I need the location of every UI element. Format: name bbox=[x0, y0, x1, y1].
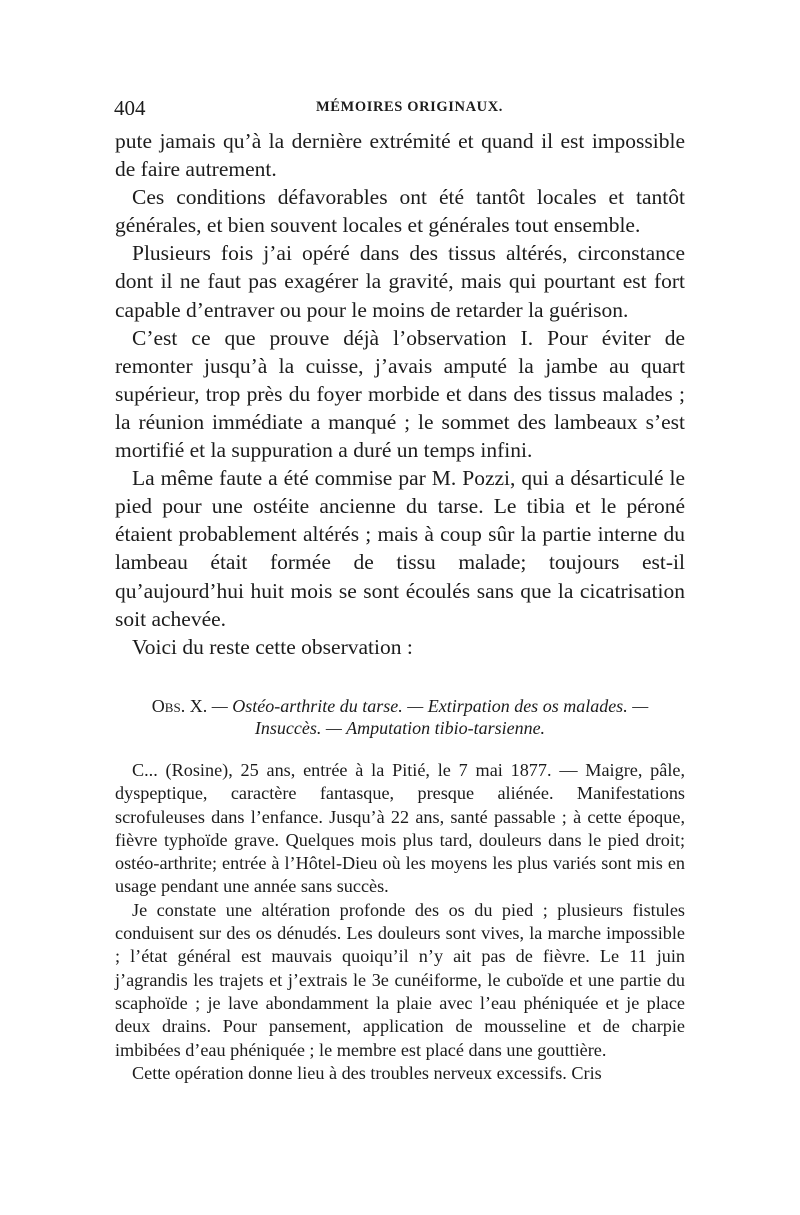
running-head: MÉMOIRES ORIGINAUX. bbox=[316, 99, 504, 115]
paragraph: Plusieurs fois j’ai opéré dans des tissus altérés, circonstance dont il ne faut pas exagérer la gravité, mais qui pourtant est fort capable d’entraver ou pour le moins de retarder la guérison. bbox=[115, 241, 685, 322]
observation-title bbox=[115, 695, 685, 739]
observation-title-text: — Ostéo-arthrite du tarse. — Extirpation des os malades. — bbox=[211, 696, 649, 716]
main-text bbox=[115, 127, 685, 661]
observation-title-line-1 bbox=[115, 695, 685, 717]
observation-paragraph: Je constate une altération profonde des os du pied ; plusieurs fistules conduisent sur des os dénudés. Les douleurs sont vives, la marche impossible ; l’état général est mauvais quoiqu’il n’y ait pas de fièvre. Le 11 juin j’agrandis les trajets et j’extrais le 3e cunéiforme, le cuboïde et une partie du scaphoïde ; je lave abondamment la plaie avec l’eau phéniquée et je place deux drains. Pour pansement, application de mousseline et de charpie imbibées d’eau phéniquée ; le membre est placé dans une gouttière. bbox=[115, 899, 685, 1060]
paragraph: pute jamais qu’à la dernière extrémité et quand il est impossible de faire autrement. bbox=[115, 129, 685, 182]
page-number: 404 bbox=[114, 96, 146, 120]
paragraph: Ces conditions défavorables ont été tantôt locales et tantôt générales, et bien souvent locales et générales tout ensemble. bbox=[115, 185, 685, 238]
observation-subtitle-text: Insuccès. — Amputation tibio-tarsienne. bbox=[254, 718, 546, 738]
paragraph: La même faute a été commise par M. Pozzi, qui a désarticulé le pied pour une ostéite ancienne du tarse. Le tibia et le péroné étaient probablement altérés ; mais à coup sûr la partie interne du lambeau était formée de tissu malade; toujours est-il qu’aujourd’hui huit mois se sont écoulés sans que la cicatrisation soit achevée. bbox=[115, 466, 685, 631]
paragraph: Voici du reste cette observation : bbox=[132, 634, 413, 659]
observation-paragraph: Cette opération donne lieu à des troubles nerveux excessifs. Cris bbox=[132, 1062, 602, 1083]
page-header bbox=[110, 96, 680, 122]
observation-label: Obs. X. bbox=[151, 696, 208, 716]
observation-text bbox=[115, 759, 685, 1085]
paragraph: C’est ce que prouve déjà l’observation I. Pour éviter de remonter jusqu’à la cuisse, j’avais amputé la jambe au quart supérieur, trop près du foyer morbide et dans des tissus malades ; la réunion immédiate a manqué ; le sommet des lambeaux s’est mortifié et la suppuration a duré un temps infini. bbox=[115, 325, 685, 463]
observation-title-line-2 bbox=[115, 717, 685, 739]
observation-paragraph: C... (Rosine), 25 ans, entrée à la Pitié, le 7 mai 1877. — Maigre, pâle, dyspeptique, caractère fantasque, presque aliénée. Manifestations scrofuleuses dans l’enfance. Jusqu’à 22 ans, santé passable ; à cette époque, fièvre typhoïde grave. Quelques mois plus tard, douleurs dans le pied droit; ostéo-arthrite; entrée à l’Hôtel-Dieu où les moyens les plus variés sont mis en usage pendant une année sans succès. bbox=[115, 760, 685, 897]
